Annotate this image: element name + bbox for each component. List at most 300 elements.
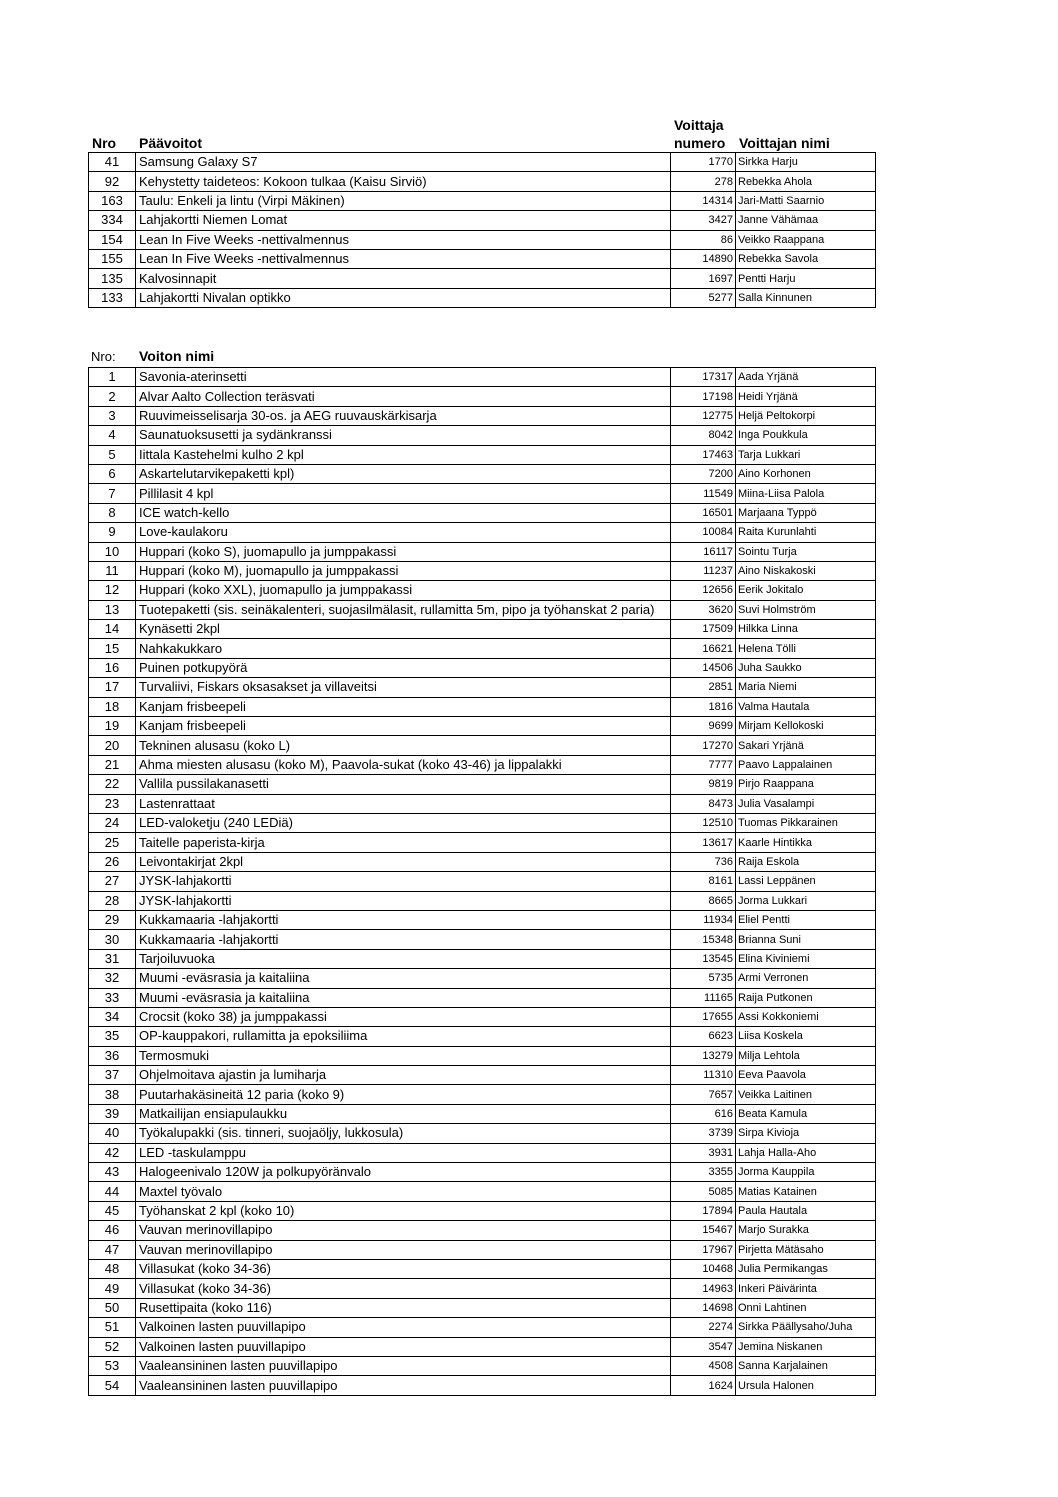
winner-number: 7657 bbox=[671, 1085, 736, 1104]
prize-name: Lahjakortti Nivalan optikko bbox=[136, 288, 671, 307]
table-row bbox=[89, 717, 876, 736]
winner-name-header: Voittajan nimi bbox=[739, 135, 830, 151]
prize-name: Saunatuoksusetti ja sydänkranssi bbox=[136, 426, 671, 445]
winner-name: Miina-Liisa Palola bbox=[736, 484, 876, 503]
table-row bbox=[89, 1279, 876, 1298]
prize-header: Päävoitot bbox=[139, 135, 203, 151]
row-number: 48 bbox=[89, 1259, 136, 1278]
winner-number: 17198 bbox=[671, 387, 736, 406]
table-row bbox=[89, 600, 876, 619]
table-row bbox=[89, 445, 876, 464]
row-number: 23 bbox=[89, 794, 136, 813]
winner-number: 17655 bbox=[671, 1007, 736, 1026]
winner-number: 7200 bbox=[671, 464, 736, 483]
winner-name: Pentti Harju bbox=[736, 269, 876, 288]
row-number: 29 bbox=[89, 910, 136, 929]
winner-name: Janne Vähämaa bbox=[736, 211, 876, 230]
prize-name: Tuotepaketti (sis. seinäkalenteri, suojasilmälasit, rullamitta 5m, pipo ja työhanskat 2 paria) bbox=[136, 600, 671, 619]
row-number: 18 bbox=[89, 697, 136, 716]
prize-name: Maxtel työvalo bbox=[136, 1182, 671, 1201]
row-number: 26 bbox=[89, 852, 136, 871]
winner-number: 11237 bbox=[671, 561, 736, 580]
row-number: 44 bbox=[89, 1182, 136, 1201]
winner-number: 17270 bbox=[671, 736, 736, 755]
main-prizes-header bbox=[88, 115, 875, 152]
prize-name: Kukkamaaria -lahjakortti bbox=[136, 930, 671, 949]
prize-name: Valkoinen lasten puuvillapipo bbox=[136, 1318, 671, 1337]
table-row bbox=[89, 1143, 876, 1162]
table-row bbox=[89, 1085, 876, 1104]
winner-name: Brianna Suni bbox=[736, 930, 876, 949]
table-row bbox=[89, 697, 876, 716]
prize-name: LED-valoketju (240 LEDiä) bbox=[136, 813, 671, 832]
winner-number: 14506 bbox=[671, 658, 736, 677]
prize-name: Ruuvimeisselisarja 30-os. ja AEG ruuvauskärkisarja bbox=[136, 406, 671, 425]
winner-number: 6623 bbox=[671, 1027, 736, 1046]
winner-name: Eerik Jokitalo bbox=[736, 581, 876, 600]
winner-name: Jemina Niskanen bbox=[736, 1337, 876, 1356]
table-row bbox=[89, 523, 876, 542]
winner-name: Maria Niemi bbox=[736, 678, 876, 697]
table-row bbox=[89, 1298, 876, 1317]
winner-number: 8161 bbox=[671, 872, 736, 891]
winner-number: 17894 bbox=[671, 1201, 736, 1220]
winner-name: Lassi Leppänen bbox=[736, 872, 876, 891]
winner-name: Ursula Halonen bbox=[736, 1376, 876, 1395]
winner-name: Eliel Pentti bbox=[736, 910, 876, 929]
prize-name: Lastenrattaat bbox=[136, 794, 671, 813]
row-number: 24 bbox=[89, 813, 136, 832]
winner-number: 14698 bbox=[671, 1298, 736, 1317]
winner-name: Aada Yrjänä bbox=[736, 368, 876, 387]
prize-name: Tarjoiluvuoka bbox=[136, 949, 671, 968]
prize-name: Matkailijan ensiapulaukku bbox=[136, 1104, 671, 1123]
row-number: 45 bbox=[89, 1201, 136, 1220]
row-number: 30 bbox=[89, 930, 136, 949]
prize-name: Turvaliivi, Fiskars oksasakset ja villaveitsi bbox=[136, 678, 671, 697]
winner-number: 15348 bbox=[671, 930, 736, 949]
prize-name: Villasukat (koko 34-36) bbox=[136, 1279, 671, 1298]
prize-name: Kukkamaaria -lahjakortti bbox=[136, 910, 671, 929]
winner-number: 2851 bbox=[671, 678, 736, 697]
table-row bbox=[89, 988, 876, 1007]
winner-number: 1624 bbox=[671, 1376, 736, 1395]
winner-name: Inga Poukkula bbox=[736, 426, 876, 445]
table-row bbox=[89, 755, 876, 774]
winner-number: 8042 bbox=[671, 426, 736, 445]
winner-number: 17463 bbox=[671, 445, 736, 464]
prize-name: Huppari (koko M), juomapullo ja jumppakassi bbox=[136, 561, 671, 580]
winner-number: 86 bbox=[671, 230, 736, 249]
row-number: 36 bbox=[89, 1046, 136, 1065]
table-row bbox=[89, 1046, 876, 1065]
winner-name: Sirpa Kivioja bbox=[736, 1124, 876, 1143]
prize-name: Nahkakukkaro bbox=[136, 639, 671, 658]
winner-name: Sointu Turja bbox=[736, 542, 876, 561]
prize-name: Puutarhakäsineitä 12 paria (koko 9) bbox=[136, 1085, 671, 1104]
winner-name: Veikka Laitinen bbox=[736, 1085, 876, 1104]
row-number: 22 bbox=[89, 775, 136, 794]
prize-name: Vaaleansininen lasten puuvillapipo bbox=[136, 1376, 671, 1395]
prize-name: Vallila pussilakanasetti bbox=[136, 775, 671, 794]
winner-number: 7777 bbox=[671, 755, 736, 774]
prize-name: Kanjam frisbeepeli bbox=[136, 717, 671, 736]
winner-name: Hilkka Linna bbox=[736, 620, 876, 639]
row-number: 17 bbox=[89, 678, 136, 697]
prize-name: Kynäsetti 2kpl bbox=[136, 620, 671, 639]
row-number: 41 bbox=[89, 153, 136, 172]
row-number: 21 bbox=[89, 755, 136, 774]
winner-name: Sirkka Harju bbox=[736, 153, 876, 172]
winner-number: 3739 bbox=[671, 1124, 736, 1143]
winner-name: Valma Hautala bbox=[736, 697, 876, 716]
winner-number: 14890 bbox=[671, 249, 736, 268]
winner-name: Inkeri Päivärinta bbox=[736, 1279, 876, 1298]
winner-name: Beata Kamula bbox=[736, 1104, 876, 1123]
winner-number: 12775 bbox=[671, 406, 736, 425]
row-number: 2 bbox=[89, 387, 136, 406]
winner-number: 16621 bbox=[671, 639, 736, 658]
winner-name: Salla Kinnunen bbox=[736, 288, 876, 307]
row-number: 54 bbox=[89, 1376, 136, 1395]
table-row bbox=[89, 872, 876, 891]
table-row bbox=[89, 1221, 876, 1240]
row-number: 34 bbox=[89, 1007, 136, 1026]
table-row bbox=[89, 269, 876, 288]
row-number: 163 bbox=[89, 191, 136, 210]
winner-number: 14963 bbox=[671, 1279, 736, 1298]
winner-number: 11549 bbox=[671, 484, 736, 503]
prize-name: ICE watch-kello bbox=[136, 503, 671, 522]
table-row bbox=[89, 542, 876, 561]
table-row bbox=[89, 949, 876, 968]
prize-name: Lean In Five Weeks -nettivalmennus bbox=[136, 230, 671, 249]
prize-name: JYSK-lahjakortti bbox=[136, 891, 671, 910]
prize-name: Vauvan merinovillapipo bbox=[136, 1221, 671, 1240]
table-row bbox=[89, 387, 876, 406]
prize-name: Askartelutarvikepaketti kpl) bbox=[136, 464, 671, 483]
winner-name: Raija Eskola bbox=[736, 852, 876, 871]
winner-name: Matias Katainen bbox=[736, 1182, 876, 1201]
prize-name: Vauvan merinovillapipo bbox=[136, 1240, 671, 1259]
winner-name: Sanna Karjalainen bbox=[736, 1356, 876, 1375]
prize-name: Samsung Galaxy S7 bbox=[136, 153, 671, 172]
winner-number: 11934 bbox=[671, 910, 736, 929]
row-number: 10 bbox=[89, 542, 136, 561]
table-row bbox=[89, 1007, 876, 1026]
row-number: 43 bbox=[89, 1163, 136, 1182]
winner-name: Paavo Lappalainen bbox=[736, 755, 876, 774]
winner-number: 3355 bbox=[671, 1163, 736, 1182]
prize-name: Ohjelmoitava ajastin ja lumiharja bbox=[136, 1066, 671, 1085]
table-row bbox=[89, 230, 876, 249]
table-row bbox=[89, 1104, 876, 1123]
table-row bbox=[89, 969, 876, 988]
winner-number: 10468 bbox=[671, 1259, 736, 1278]
winner-name: Raija Putkonen bbox=[736, 988, 876, 1007]
prize-name: Pillilasit 4 kpl bbox=[136, 484, 671, 503]
table-row bbox=[89, 1376, 876, 1395]
prize-name: Työhanskat 2 kpl (koko 10) bbox=[136, 1201, 671, 1220]
winner-name: Aino Niskakoski bbox=[736, 561, 876, 580]
prize-name: Lean In Five Weeks -nettivalmennus bbox=[136, 249, 671, 268]
prize-name: Muumi -eväsrasia ja kaitaliina bbox=[136, 988, 671, 1007]
other-prizes-table bbox=[88, 367, 876, 1396]
table-row bbox=[89, 1182, 876, 1201]
prize-name: Lahjakortti Niemen Lomat bbox=[136, 211, 671, 230]
table-row bbox=[89, 1337, 876, 1356]
winner-number: 3547 bbox=[671, 1337, 736, 1356]
table-row bbox=[89, 581, 876, 600]
prize-name: Huppari (koko S), juomapullo ja jumppakassi bbox=[136, 542, 671, 561]
winner-name: Pirjo Raappana bbox=[736, 775, 876, 794]
table-row bbox=[89, 930, 876, 949]
winner-number: 16117 bbox=[671, 542, 736, 561]
winner-number: 2274 bbox=[671, 1318, 736, 1337]
row-number: 33 bbox=[89, 988, 136, 1007]
winner-name: Jorma Kauppila bbox=[736, 1163, 876, 1182]
winner-number: 8665 bbox=[671, 891, 736, 910]
prize-name: Huppari (koko XXL), juomapullo ja jumppakassi bbox=[136, 581, 671, 600]
row-number: 133 bbox=[89, 288, 136, 307]
winner-number: 13279 bbox=[671, 1046, 736, 1065]
row-number: 14 bbox=[89, 620, 136, 639]
row-number: 37 bbox=[89, 1066, 136, 1085]
main-prizes-section bbox=[88, 115, 875, 308]
winner-number: 1816 bbox=[671, 697, 736, 716]
prize-header: Voiton nimi bbox=[139, 348, 215, 364]
prize-name: JYSK-lahjakortti bbox=[136, 872, 671, 891]
row-number: 16 bbox=[89, 658, 136, 677]
row-number: 39 bbox=[89, 1104, 136, 1123]
winner-name: Kaarle Hintikka bbox=[736, 833, 876, 852]
table-row bbox=[89, 833, 876, 852]
winner-name: Jari-Matti Saarnio bbox=[736, 191, 876, 210]
winner-name: Rebekka Savola bbox=[736, 249, 876, 268]
winner-number: 1697 bbox=[671, 269, 736, 288]
row-number: 42 bbox=[89, 1143, 136, 1162]
table-row bbox=[89, 464, 876, 483]
winner-name: Paula Hautala bbox=[736, 1201, 876, 1220]
prize-name: Kalvosinnapit bbox=[136, 269, 671, 288]
row-number: 3 bbox=[89, 406, 136, 425]
winner-name: Raita Kurunlahti bbox=[736, 523, 876, 542]
winner-number: 17317 bbox=[671, 368, 736, 387]
table-row bbox=[89, 561, 876, 580]
prize-name: Työkalupakki (sis. tinneri, suojaöljy, lukkosula) bbox=[136, 1124, 671, 1143]
prize-name: Valkoinen lasten puuvillapipo bbox=[136, 1337, 671, 1356]
row-number: 1 bbox=[89, 368, 136, 387]
row-number: 6 bbox=[89, 464, 136, 483]
winner-number: 10084 bbox=[671, 523, 736, 542]
winner-number-header-line1: Voittaja bbox=[674, 117, 724, 133]
prize-name: Savonia-aterinsetti bbox=[136, 368, 671, 387]
row-number: 32 bbox=[89, 969, 136, 988]
winner-number: 12656 bbox=[671, 581, 736, 600]
winner-number: 278 bbox=[671, 172, 736, 191]
winner-name: Heidi Yrjänä bbox=[736, 387, 876, 406]
winner-number-header-line2: numero bbox=[674, 135, 726, 151]
table-row bbox=[89, 172, 876, 191]
row-number: 154 bbox=[89, 230, 136, 249]
table-row bbox=[89, 891, 876, 910]
other-prizes-header bbox=[88, 347, 875, 367]
row-number: 135 bbox=[89, 269, 136, 288]
row-number: 35 bbox=[89, 1027, 136, 1046]
winner-number: 17967 bbox=[671, 1240, 736, 1259]
prize-name: Halogeenivalo 120W ja polkupyöränvalo bbox=[136, 1163, 671, 1182]
winner-number: 1770 bbox=[671, 153, 736, 172]
winner-name: Juha Saukko bbox=[736, 658, 876, 677]
row-number: 38 bbox=[89, 1085, 136, 1104]
table-row bbox=[89, 426, 876, 445]
row-number: 47 bbox=[89, 1240, 136, 1259]
row-number: 13 bbox=[89, 600, 136, 619]
winner-name: Tarja Lukkari bbox=[736, 445, 876, 464]
winner-name: Marjaana Typpö bbox=[736, 503, 876, 522]
table-row bbox=[89, 211, 876, 230]
winner-name: Assi Kokkoniemi bbox=[736, 1007, 876, 1026]
winner-number: 11165 bbox=[671, 988, 736, 1007]
prize-name: Rusettipaita (koko 116) bbox=[136, 1298, 671, 1317]
table-row bbox=[89, 153, 876, 172]
winner-number: 15467 bbox=[671, 1221, 736, 1240]
winner-name: Heljä Peltokorpi bbox=[736, 406, 876, 425]
row-number: 8 bbox=[89, 503, 136, 522]
winner-number: 3620 bbox=[671, 600, 736, 619]
table-row bbox=[89, 368, 876, 387]
winner-name: Helena Tölli bbox=[736, 639, 876, 658]
table-row bbox=[89, 406, 876, 425]
row-number: 11 bbox=[89, 561, 136, 580]
row-number: 4 bbox=[89, 426, 136, 445]
table-row bbox=[89, 794, 876, 813]
winner-name: Sirkka Päällysaho/Juha bbox=[736, 1318, 876, 1337]
winner-number: 3427 bbox=[671, 211, 736, 230]
row-number: 7 bbox=[89, 484, 136, 503]
winner-number: 14314 bbox=[671, 191, 736, 210]
nro-header: Nro: bbox=[91, 349, 116, 364]
winner-name: Eeva Paavola bbox=[736, 1066, 876, 1085]
table-row bbox=[89, 1066, 876, 1085]
table-row bbox=[89, 1259, 876, 1278]
winner-number: 16501 bbox=[671, 503, 736, 522]
table-row bbox=[89, 620, 876, 639]
table-row bbox=[89, 249, 876, 268]
winner-name: Tuomas Pikkarainen bbox=[736, 813, 876, 832]
row-number: 46 bbox=[89, 1221, 136, 1240]
winner-number: 9819 bbox=[671, 775, 736, 794]
table-row bbox=[89, 1027, 876, 1046]
winner-name: Rebekka Ahola bbox=[736, 172, 876, 191]
prize-name: Crocsit (koko 38) ja jumppakassi bbox=[136, 1007, 671, 1026]
row-number: 155 bbox=[89, 249, 136, 268]
prize-name: LED -taskulamppu bbox=[136, 1143, 671, 1162]
row-number: 28 bbox=[89, 891, 136, 910]
winner-number: 5277 bbox=[671, 288, 736, 307]
nro-header: Nro bbox=[92, 135, 117, 151]
prize-name: Love-kaulakoru bbox=[136, 523, 671, 542]
prize-name: Muumi -eväsrasia ja kaitaliina bbox=[136, 969, 671, 988]
row-number: 20 bbox=[89, 736, 136, 755]
winner-number: 3931 bbox=[671, 1143, 736, 1162]
winner-number: 13545 bbox=[671, 949, 736, 968]
prize-name: OP-kauppakori, rullamitta ja epoksiliima bbox=[136, 1027, 671, 1046]
winner-number: 9699 bbox=[671, 717, 736, 736]
row-number: 92 bbox=[89, 172, 136, 191]
main-prizes-table bbox=[88, 152, 876, 308]
winner-name: Mirjam Kellokoski bbox=[736, 717, 876, 736]
row-number: 334 bbox=[89, 211, 136, 230]
table-row bbox=[89, 503, 876, 522]
winner-name: Julia Permikangas bbox=[736, 1259, 876, 1278]
table-row bbox=[89, 813, 876, 832]
table-row bbox=[89, 736, 876, 755]
table-row bbox=[89, 775, 876, 794]
prize-name: Taulu: Enkeli ja lintu (Virpi Mäkinen) bbox=[136, 191, 671, 210]
row-number: 5 bbox=[89, 445, 136, 464]
winner-name: Pirjetta Mätäsaho bbox=[736, 1240, 876, 1259]
row-number: 15 bbox=[89, 639, 136, 658]
row-number: 9 bbox=[89, 523, 136, 542]
row-number: 31 bbox=[89, 949, 136, 968]
prize-name: Ahma miesten alusasu (koko M), Paavola-sukat (koko 43-46) ja lippalakki bbox=[136, 755, 671, 774]
other-prizes-section bbox=[88, 347, 875, 1396]
table-row bbox=[89, 910, 876, 929]
winner-number: 11310 bbox=[671, 1066, 736, 1085]
winner-name: Julia Vasalampi bbox=[736, 794, 876, 813]
row-number: 40 bbox=[89, 1124, 136, 1143]
prize-name: Kehystetty taideteos: Kokoon tulkaa (Kaisu Sirviö) bbox=[136, 172, 671, 191]
prize-name: Termosmuki bbox=[136, 1046, 671, 1065]
table-row bbox=[89, 639, 876, 658]
prize-name: Kanjam frisbeepeli bbox=[136, 697, 671, 716]
winner-name: Lahja Halla-Aho bbox=[736, 1143, 876, 1162]
row-number: 51 bbox=[89, 1318, 136, 1337]
winner-number: 4508 bbox=[671, 1356, 736, 1375]
row-number: 49 bbox=[89, 1279, 136, 1298]
prize-name: Alvar Aalto Collection teräsvati bbox=[136, 387, 671, 406]
table-row bbox=[89, 658, 876, 677]
winner-name: Aino Korhonen bbox=[736, 464, 876, 483]
prize-name: Leivontakirjat 2kpl bbox=[136, 852, 671, 871]
winner-number: 5735 bbox=[671, 969, 736, 988]
table-row bbox=[89, 1356, 876, 1375]
winner-number: 616 bbox=[671, 1104, 736, 1123]
winner-name: Armi Verronen bbox=[736, 969, 876, 988]
row-number: 12 bbox=[89, 581, 136, 600]
row-number: 19 bbox=[89, 717, 136, 736]
winner-number: 13617 bbox=[671, 833, 736, 852]
winner-name: Jorma Lukkari bbox=[736, 891, 876, 910]
prize-name: Iittala Kastehelmi kulho 2 kpl bbox=[136, 445, 671, 464]
table-row bbox=[89, 852, 876, 871]
winner-name: Marjo Surakka bbox=[736, 1221, 876, 1240]
winner-name: Suvi Holmström bbox=[736, 600, 876, 619]
table-row bbox=[89, 288, 876, 307]
table-row bbox=[89, 678, 876, 697]
row-number: 25 bbox=[89, 833, 136, 852]
row-number: 52 bbox=[89, 1337, 136, 1356]
winner-name: Liisa Koskela bbox=[736, 1027, 876, 1046]
winner-number: 736 bbox=[671, 852, 736, 871]
table-row bbox=[89, 1163, 876, 1182]
row-number: 50 bbox=[89, 1298, 136, 1317]
table-row bbox=[89, 1240, 876, 1259]
winner-name: Milja Lehtola bbox=[736, 1046, 876, 1065]
row-number: 27 bbox=[89, 872, 136, 891]
winner-name: Onni Lahtinen bbox=[736, 1298, 876, 1317]
